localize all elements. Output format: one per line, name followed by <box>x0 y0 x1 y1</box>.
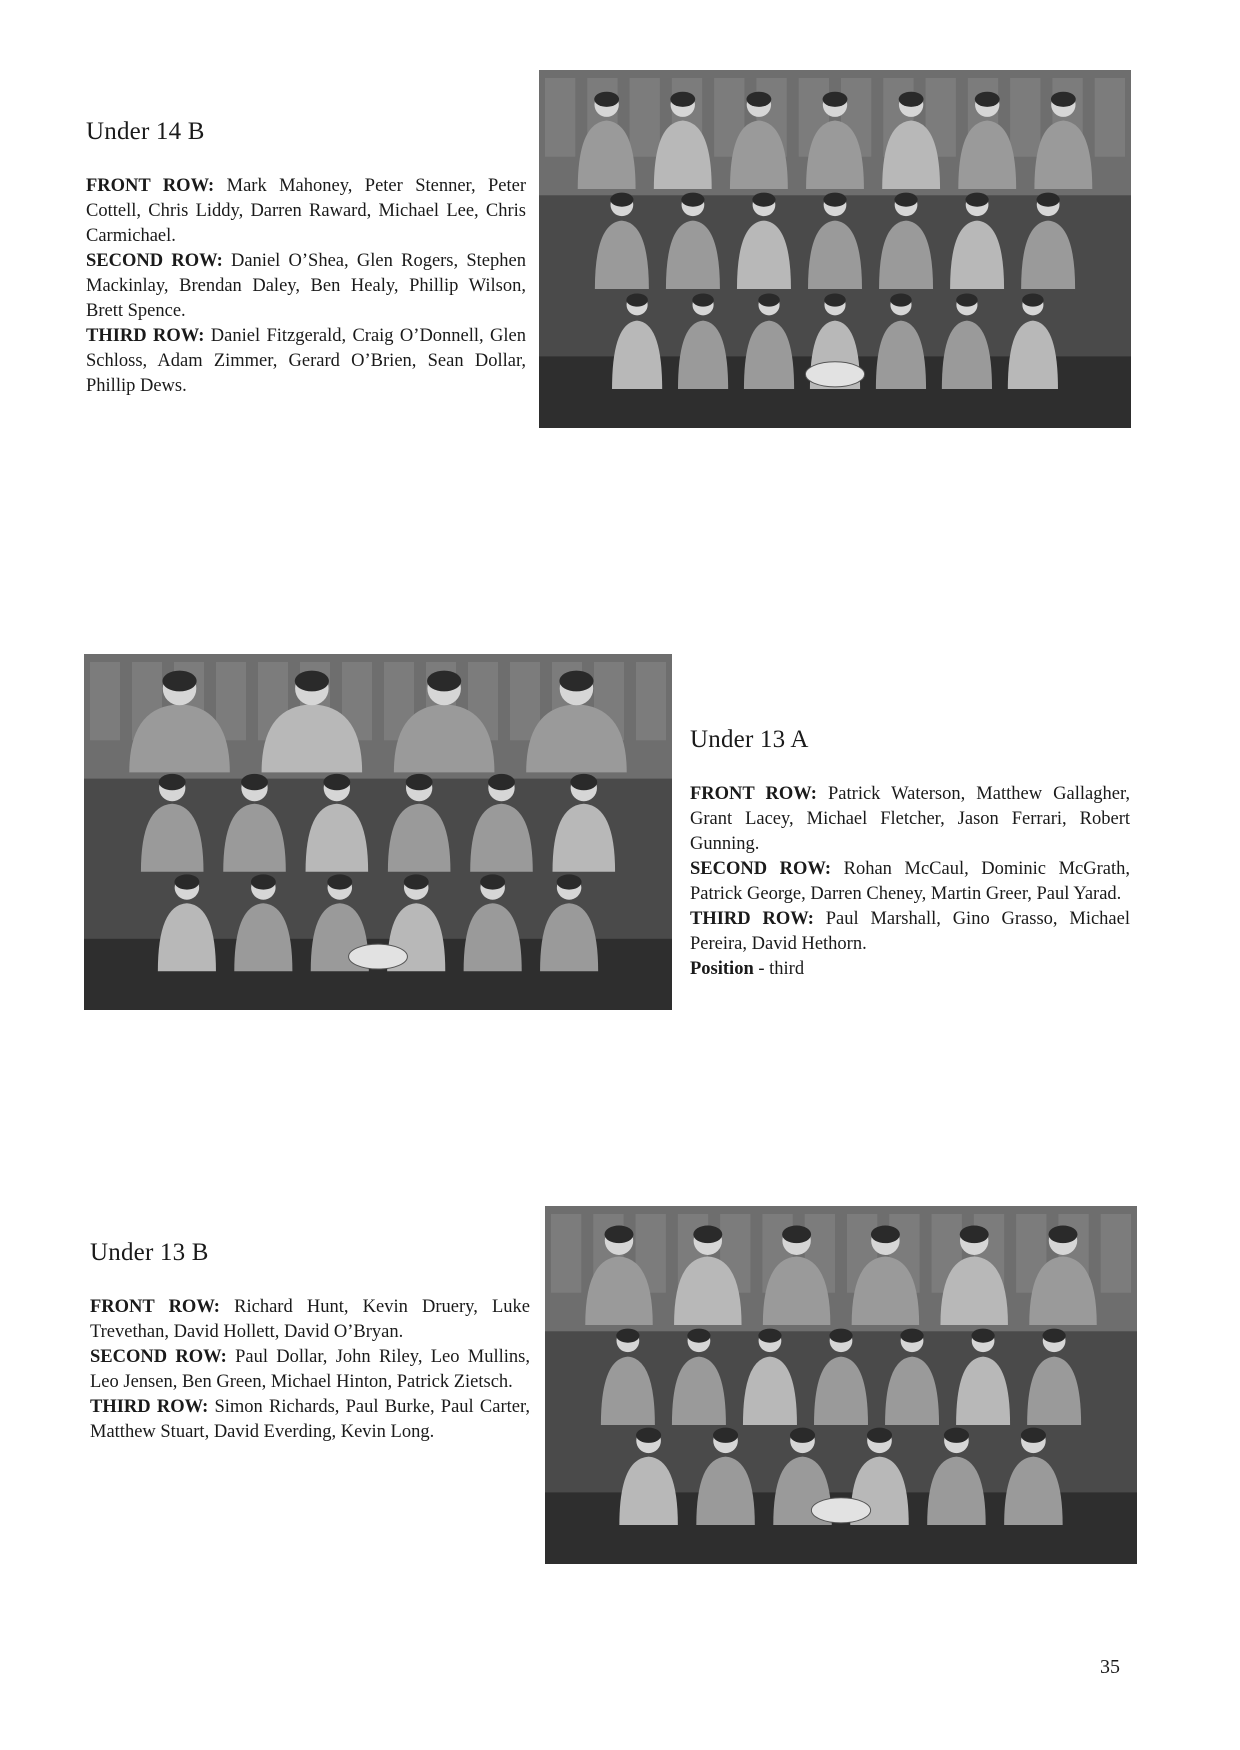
second-row <box>90 1345 530 1395</box>
row-label: FRONT ROW: <box>86 176 215 196</box>
row-label: FRONT ROW: <box>90 1297 220 1317</box>
front-row <box>90 1295 530 1345</box>
player-hair <box>1022 294 1044 307</box>
row-label: SECOND ROW: <box>86 251 223 271</box>
rugby-ball <box>805 362 864 387</box>
player-hair <box>605 1226 634 1244</box>
team-roster <box>690 782 1130 982</box>
section-under-14-b <box>86 118 526 399</box>
photo-window <box>1095 78 1125 157</box>
player-hair <box>944 1428 969 1443</box>
player-hair <box>899 92 924 107</box>
photo-window <box>630 78 660 157</box>
position-value: - third <box>758 959 805 979</box>
row-names: Richard Hunt, Kevin Druery, Luke Trevethan, David Hollett, David O’Bryan. <box>90 1297 531 1342</box>
player-hair <box>894 193 917 207</box>
player-hair <box>752 193 775 207</box>
team-photo-under-13-b <box>545 1206 1137 1564</box>
player-hair <box>241 774 268 790</box>
row-label: THIRD ROW: <box>690 909 814 929</box>
player-hair <box>594 92 619 107</box>
player-hair <box>823 193 846 207</box>
player-hair <box>713 1428 738 1443</box>
player-hair <box>559 671 593 692</box>
rugby-ball <box>811 1498 870 1523</box>
row-names: Daniel Fitzgerald, Craig O’Donnell, Glen Schloss, Adam Zimmer, Gerard O’Brien, Sean Dollar, Phillip Dews. <box>86 326 526 396</box>
player-hair <box>746 92 771 107</box>
row-names: Paul Marshall, Gino Grasso, Michael Pereira, David Hethorn. <box>690 909 1130 954</box>
player-hair <box>162 671 196 692</box>
player-hair <box>159 774 186 790</box>
player-hair <box>867 1428 892 1443</box>
player-hair <box>956 294 978 307</box>
player-hair <box>404 874 429 889</box>
player-hair <box>871 1226 900 1244</box>
player-hair <box>557 874 582 889</box>
player-hair <box>616 1329 639 1343</box>
row-label: FRONT ROW: <box>690 784 817 804</box>
player-hair <box>295 671 329 692</box>
team-roster <box>90 1295 530 1445</box>
player-hair <box>610 193 633 207</box>
photo-window <box>545 78 575 157</box>
row-label: SECOND ROW: <box>90 1347 227 1367</box>
player-hair <box>693 1226 722 1244</box>
position-label: Position <box>690 959 754 979</box>
player-hair <box>900 1329 923 1343</box>
row-names: Simon Richards, Paul Burke, Paul Carter, Matthew Stuart, David Everding, Kevin Long. <box>90 1397 530 1442</box>
player-hair <box>975 92 1000 107</box>
player-hair <box>758 294 780 307</box>
player-hair <box>965 193 988 207</box>
third-row <box>86 324 526 399</box>
team-photo-under-13-a <box>84 654 672 1010</box>
rugby-ball <box>349 944 408 969</box>
front-row <box>86 174 526 249</box>
player-hair <box>824 294 846 307</box>
photo-window <box>551 1214 581 1293</box>
player-hair <box>570 774 597 790</box>
player-hair <box>758 1329 781 1343</box>
player-hair <box>251 874 276 889</box>
photo-window <box>1101 1214 1131 1293</box>
row-label: THIRD ROW: <box>86 326 205 346</box>
player-hair <box>406 774 433 790</box>
photo-window <box>636 662 666 740</box>
player-hair <box>670 92 695 107</box>
front-row <box>690 782 1130 857</box>
page-number: 35 <box>1100 1656 1120 1678</box>
row-names: Rohan McCaul, Dominic McGrath, Patrick George, Darren Cheney, Martin Greer, Paul Yarad. <box>690 859 1130 904</box>
player-hair <box>823 92 848 107</box>
section-title: Under 13 A <box>690 726 809 753</box>
player-hair <box>790 1428 815 1443</box>
second-row <box>690 857 1130 907</box>
section-title: Under 14 B <box>86 118 205 145</box>
photo-window <box>1010 78 1040 157</box>
player-hair <box>1051 92 1076 107</box>
player-hair <box>890 294 912 307</box>
row-names: Mark Mahoney, Peter Stenner, Peter Cottell, Chris Liddy, Darren Raward, Michael Lee, Chris Carmichael. <box>86 176 527 246</box>
team-position <box>690 957 1130 982</box>
player-hair <box>971 1329 994 1343</box>
section-under-13-a <box>690 726 1130 982</box>
team-roster <box>86 174 526 399</box>
player-hair <box>626 294 648 307</box>
player-hair <box>1037 193 1060 207</box>
section-title: Under 13 B <box>90 1239 209 1266</box>
player-hair <box>174 874 199 889</box>
third-row <box>690 907 1130 957</box>
row-label: SECOND ROW: <box>690 859 832 879</box>
player-hair <box>1043 1329 1066 1343</box>
row-label: THIRD ROW: <box>90 1397 209 1417</box>
row-names: Patrick Waterson, Matthew Gallagher, Grant Lacey, Michael Fletcher, Jason Ferrari, Robert Gunning. <box>690 784 1130 854</box>
player-hair <box>681 193 704 207</box>
player-hair <box>488 774 515 790</box>
player-hair <box>327 874 352 889</box>
player-hair <box>782 1226 811 1244</box>
row-names: Daniel O’Shea, Glen Rogers, Stephen Mackinlay, Brendan Daley, Ben Healy, Phillip Wilson, Brett Spence. <box>86 251 526 321</box>
player-hair <box>960 1226 989 1244</box>
player-hair <box>687 1329 710 1343</box>
third-row <box>90 1395 530 1445</box>
photo-window <box>90 662 120 740</box>
section-under-13-b <box>90 1239 530 1445</box>
player-hair <box>427 671 461 692</box>
row-names: Paul Dollar, John Riley, Leo Mullins, Leo Jensen, Ben Green, Michael Hinton, Patrick Zietsch. <box>90 1347 530 1392</box>
team-photo-under-14-b <box>539 70 1131 428</box>
second-row <box>86 249 526 324</box>
player-hair <box>829 1329 852 1343</box>
player-hair <box>1049 1226 1078 1244</box>
player-hair <box>636 1428 661 1443</box>
player-hair <box>1021 1428 1046 1443</box>
player-hair <box>480 874 505 889</box>
player-hair <box>323 774 350 790</box>
player-hair <box>692 294 714 307</box>
